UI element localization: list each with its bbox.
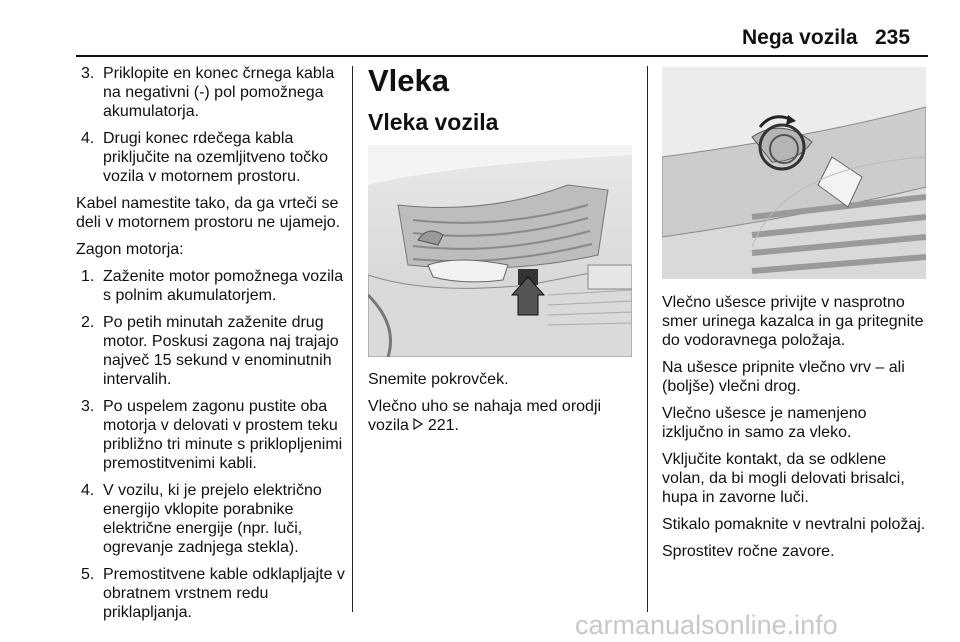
paragraph: Vključite kontakt, da se odklene volan, da bi mogli delovati brisalci, hupa in zavorne luči. — [662, 451, 905, 506]
list-item: 2. Po petih minutah zaženite drug motor. Poskusi zagona naj trajajo največ 15 sekund v enominutnih intervalih. — [81, 314, 339, 388]
towing-eye-illustration — [662, 67, 926, 279]
paragraph: Vlečno ušesce je namenjeno izključno in samo za vleko. — [662, 405, 867, 441]
watermark: carmanualsonline.info — [575, 610, 838, 640]
section-title: Nega vozila — [742, 26, 858, 49]
subsection-heading: Vleka vozila — [368, 109, 499, 135]
paragraph: Kabel namestite tako, da ga vrteči se deli v motornem prostoru ne ujamejo. — [76, 195, 341, 231]
page-number: 235 — [875, 26, 911, 49]
paragraph: Zagon motorja: — [76, 241, 184, 258]
column-right — [662, 64, 928, 569]
column-middle — [368, 64, 634, 443]
page-reference-link[interactable]: 221. — [427, 417, 459, 434]
header-rule — [76, 55, 928, 57]
column-divider-2 — [647, 66, 648, 612]
column-left — [76, 64, 346, 630]
page-header — [0, 0, 960, 52]
list-item: 3. Priklopite en konec črnega kabla na negativni (-) pol pomožnega akumulatorja. — [81, 65, 335, 120]
list-item: 4. Drugi konec rdečega kabla priključite na ozemljitveno točko vozila v motornem prostoru. — [81, 130, 328, 185]
paragraph: Stikalo pomaknite v nevtralni položaj. — [662, 516, 926, 533]
paragraph: Na ušesce pripnite vlečno vrv – ali (boljše) vlečni drog. — [662, 359, 905, 395]
column-divider-1 — [352, 66, 353, 612]
paragraph: Sprostitev ročne zavore. — [662, 543, 835, 560]
figure-caption: Snemite pokrovček. — [368, 371, 509, 388]
car-front-illustration — [368, 145, 632, 357]
list-item: 3. Po uspelem zagonu pustite oba motorja v delovati v prostem teku približno tri minute s priklopljenimi premostitvenimi kabli. — [81, 398, 343, 472]
list-item: 1. Zaženite motor pomožnega vozila s polnim akumulatorjem. — [81, 268, 344, 304]
page-reference-icon — [413, 416, 423, 435]
list-item: 5. Premostitvene kable odklapljajte v obratnem vrstnem redu priklapljanja. — [81, 566, 345, 621]
section-heading: Vleka — [368, 63, 450, 98]
paragraph: Vlečno ušesce privijte v nasprotno smer urinega kazalca in ga pritegnite do vodoravnega položaja. — [662, 294, 924, 349]
paragraph-with-reference: Vlečno uho se nahaja med orodji vozila 221. — [368, 398, 602, 434]
list-item: 4. V vozilu, ki je prejelo električno energijo vklopite porabnike električne energije (npr. luči, ogrevanje zadnjega stekla). — [81, 482, 322, 556]
